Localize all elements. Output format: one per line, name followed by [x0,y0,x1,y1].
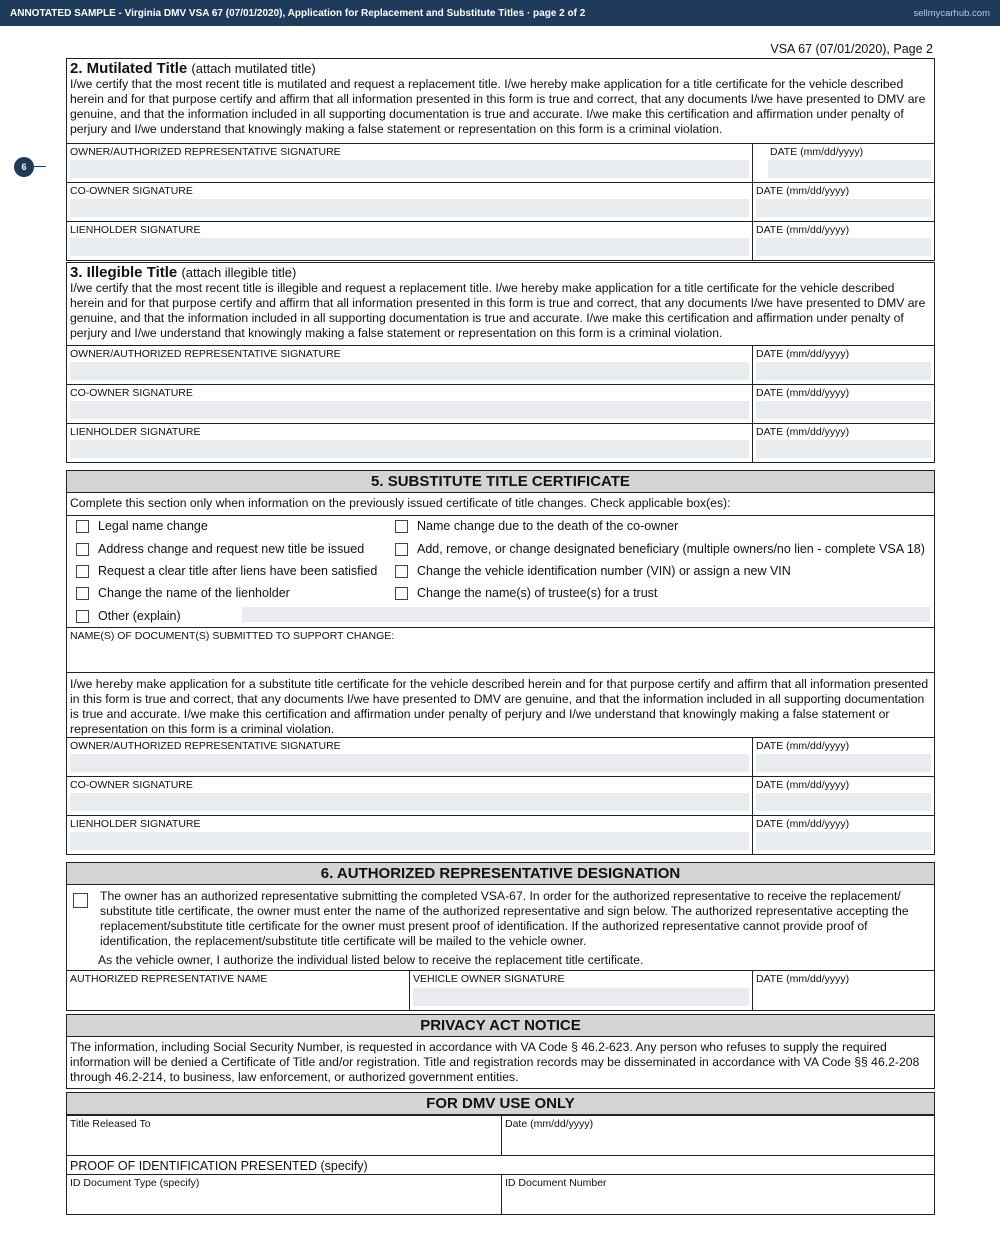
checkbox-legal-name-change[interactable] [76,519,208,533]
field-label: OWNER/AUTHORIZED REPRESENTATIVE SIGNATURE [70,146,341,158]
substitute-certification-text: I/we hereby make application for a substitute title certificate for the vehicle described herein and for that purpose certify and affirm that all information presented in this form is true and correct, that any documents I/we have presented to DMV are genuine, and that the information included in all supporting documentation is true and accurate. I/we make this certification and affirmation under penalty of perjury and I/we understand that knowingly making a false statement or representation on this form is a criminal violation. [67,672,934,737]
annotation-marker: 6 [14,157,34,177]
checkbox-label: Change the vehicle identification number (VIN) or assign a new VIN [417,564,791,578]
coowner-signature-cell [67,385,752,423]
vehicle-owner-signature-field[interactable] [413,988,749,1006]
date-cell [752,183,934,221]
field-label: DATE (mm/dd/yyyy) [756,426,850,438]
dmv-use-section [66,1092,935,1215]
substitute-title-heading: 5. SUBSTITUTE TITLE CERTIFICATE [67,471,934,493]
mutilated-title-section [66,58,935,261]
owner-signature-field[interactable] [70,160,749,178]
coowner-signature-field[interactable] [70,793,749,811]
other-explain-field[interactable] [242,607,930,622]
checkbox-box[interactable] [76,520,89,533]
checkbox-change-vin[interactable] [395,564,791,578]
dmv-release-row [67,1115,934,1155]
checkbox-beneficiary[interactable] [395,542,925,556]
date-field[interactable] [756,754,931,772]
annotation-bar [0,0,1000,26]
title-released-to-cell[interactable] [67,1116,501,1155]
proof-of-identification-label: PROOF OF IDENTIFICATION PRESENTED (specify) [67,1155,934,1174]
privacy-act-text: The information, including Social Security Number, is requested in accordance with VA Code § 46.2-623. Any person who refuses to supply the required information will be denied a Certificate of Title and/or registration. Title and registration records may be disseminated in accordance with VA Code §§ 46.2-208 through 46.2-214, to business, law enforcement, or authorized government entities. [70,1040,920,1084]
field-label: CO-OWNER SIGNATURE [70,387,193,399]
form-id: VSA 67 (07/01/2020), Page 2 [770,42,933,56]
checkbox-box[interactable] [76,587,89,600]
signature-row [67,737,934,776]
date-cell [752,738,934,776]
field-label: DATE (mm/dd/yyyy) [756,818,850,830]
field-label: DATE (mm/dd/yyyy) [756,779,850,791]
owner-authorization-text: As the vehicle owner, I authorize the individual listed below to receive the replacement title certificate. [98,953,644,967]
authorized-representative-checkbox[interactable] [73,893,88,908]
field-label: ID Document Type (specify) [70,1177,200,1189]
checkbox-box[interactable] [76,565,89,578]
authorized-representative-row [67,970,934,1010]
date-field[interactable] [756,401,931,419]
illegible-certification-text: I/we certify that the most recent title is illegible and request a replacement title. I/we hereby make application for a title certificate for the vehicle described herein and for that purpose certify and affirm that all information presented in this form is true and correct, that any documents I/we have presented to DMV are genuine, and that the information included in all supporting documentation is true and accurate. I/we make this certification and affirmation under penalty of perjury and I/we understand that knowingly making a false statement or representation on this form is a criminal violation. [70,281,926,340]
illegible-title-heading: 3. Illegible Title (attach illegible title) [70,264,297,281]
field-label: DATE (mm/dd/yyyy) [756,348,850,360]
date-cell [752,346,934,384]
field-label: CO-OWNER SIGNATURE [70,185,193,197]
dmv-use-heading: FOR DMV USE ONLY [67,1093,934,1115]
lienholder-signature-field[interactable] [70,832,749,850]
checkbox-box[interactable] [76,610,89,623]
field-label: LIENHOLDER SIGNATURE [70,224,201,236]
dmv-id-row [67,1174,934,1214]
date-cell [752,222,934,260]
authorized-representative-text: The owner has an authorized representative submitting the completed VSA-67. In order for the authorized representative to receive the replacement/ substitute title certificate, the owner must enter the name of the authorized representative and sign below. The authorized representative accepting the replacement/substitute title certificate for the owner must present proof of identification. If the authorized representative cannot provide proof of identification, the replacement/substitute title certificate will be mailed to the vehicle owner. [100,889,909,948]
field-label: OWNER/AUTHORIZED REPRESENTATIVE SIGNATURE [70,740,341,752]
field-label: LIENHOLDER SIGNATURE [70,818,201,830]
checkbox-label: Legal name change [98,519,208,533]
checkbox-label: Address change and request new title be issued [98,542,365,556]
field-label: AUTHORIZED REPRESENTATIVE NAME [70,973,268,985]
owner-signature-field[interactable] [70,362,749,380]
owner-signature-field[interactable] [70,754,749,772]
owner-signature-cell [67,346,752,384]
annotation-title: ANNOTATED SAMPLE - Virginia DMV VSA 67 (07/01/2020), Application for Replacement and Substitute Titles · page 2 of 2 [10,7,586,19]
field-label: NAME(S) OF DOCUMENT(S) SUBMITTED TO SUPPORT CHANGE: [70,630,395,642]
id-document-number-cell[interactable] [501,1175,934,1214]
field-label: DATE (mm/dd/yyyy) [756,185,850,197]
field-label: Date (mm/dd/yyyy) [505,1118,594,1130]
field-label: DATE (mm/dd/yyyy) [756,973,850,985]
id-document-type-cell[interactable] [67,1175,501,1214]
field-label: ID Document Number [505,1177,607,1189]
field-label: OWNER/AUTHORIZED REPRESENTATIVE SIGNATURE [70,348,341,360]
date-cell[interactable] [752,971,934,1010]
mutilated-title-heading: 2. Mutilated Title (attach mutilated title) [70,60,316,77]
checkbox-other[interactable] [76,609,181,623]
vehicle-owner-signature-cell [409,971,752,1010]
field-label: Title Released To [70,1118,151,1130]
lienholder-signature-cell [67,424,752,462]
checkbox-coowner-death[interactable] [395,519,678,533]
coowner-signature-cell [67,183,752,221]
coowner-signature-field[interactable] [70,199,749,217]
coowner-signature-field[interactable] [70,401,749,419]
signature-row [67,815,934,854]
checkbox-label: Request a clear title after liens have been satisfied [98,564,378,578]
signature-row [67,182,934,221]
date-field[interactable] [756,199,931,217]
lienholder-signature-field[interactable] [70,238,749,256]
authorized-representative-option [67,885,934,949]
authorized-representative-heading: 6. AUTHORIZED REPRESENTATIVE DESIGNATION [67,863,934,885]
authorized-representative-section [66,862,935,1011]
privacy-act-section [66,1014,935,1089]
field-label: VEHICLE OWNER SIGNATURE [413,973,565,985]
checkbox-box[interactable] [395,565,408,578]
checkbox-label: Name change due to the death of the co-owner [417,519,679,533]
field-label: DATE (mm/dd/yyyy) [756,387,850,399]
checkbox-change-lienholder[interactable] [76,586,290,600]
release-date-cell[interactable] [501,1116,934,1155]
substitute-instruction: Complete this section only when information on the previously issued certificate of title changes. Check applicable box(es): [70,496,731,510]
signature-row [67,345,934,384]
change-options [67,515,934,627]
signature-row [67,221,934,260]
field-label: DATE (mm/dd/yyyy) [756,224,850,236]
annotation-marker-line [34,166,46,167]
site-name: sellmycarhub.com [913,7,990,19]
supporting-documents-field[interactable] [67,627,934,672]
coowner-signature-cell [67,777,752,815]
date-field[interactable] [768,160,931,178]
owner-signature-cell [67,738,752,776]
checkbox-label: Change the name of the lienholder [98,586,290,600]
checkbox-address-change[interactable] [76,542,364,556]
field-label: DATE (mm/dd/yyyy) [756,740,850,752]
owner-signature-cell [67,144,752,182]
date-field[interactable] [756,238,931,256]
checkbox-trustee-names[interactable] [395,586,657,600]
signature-row [67,143,934,182]
checkbox-box[interactable] [395,587,408,600]
rep-name-cell[interactable] [67,971,409,1010]
privacy-act-heading: PRIVACY ACT NOTICE [67,1015,934,1037]
signature-row [67,423,934,462]
mutilated-certification-text: I/we certify that the most recent title is mutilated and request a replacement title. I/we hereby make application for a title certificate for the vehicle described herein and for that purpose certify and affirm that all information presented in this form is true and correct, that any documents I/we have presented to DMV are genuine, and that the information included in all supporting documentation is true and accurate. I/we make this certification and affirmation under penalty of perjury and I/we understand that knowingly making a false statement or representation on this form is a criminal violation. [70,77,926,136]
checkbox-clear-title[interactable] [76,564,377,578]
substitute-title-section [66,470,935,855]
signature-row [67,384,934,423]
checkbox-box[interactable] [76,543,89,556]
date-field[interactable] [756,440,931,458]
date-field[interactable] [756,832,931,850]
checkbox-box[interactable] [395,520,408,533]
field-label: DATE (mm/dd/yyyy) [770,146,864,158]
illegible-title-section [66,262,935,463]
lienholder-signature-cell [67,816,752,854]
date-cell [752,144,934,182]
date-field[interactable] [756,362,931,380]
date-cell [752,424,934,462]
checkbox-label: Change the name(s) of trustee(s) for a trust [417,586,658,600]
field-label: CO-OWNER SIGNATURE [70,779,193,791]
date-cell [752,777,934,815]
date-cell [752,385,934,423]
signature-row [67,776,934,815]
field-label: LIENHOLDER SIGNATURE [70,426,201,438]
checkbox-label: Other (explain) [98,609,181,623]
date-field[interactable] [756,793,931,811]
lienholder-signature-field[interactable] [70,440,749,458]
lienholder-signature-cell [67,222,752,260]
date-cell [752,816,934,854]
checkbox-label: Add, remove, or change designated beneficiary (multiple owners/no lien - complete VSA 18) [417,542,925,556]
checkbox-box[interactable] [395,543,408,556]
